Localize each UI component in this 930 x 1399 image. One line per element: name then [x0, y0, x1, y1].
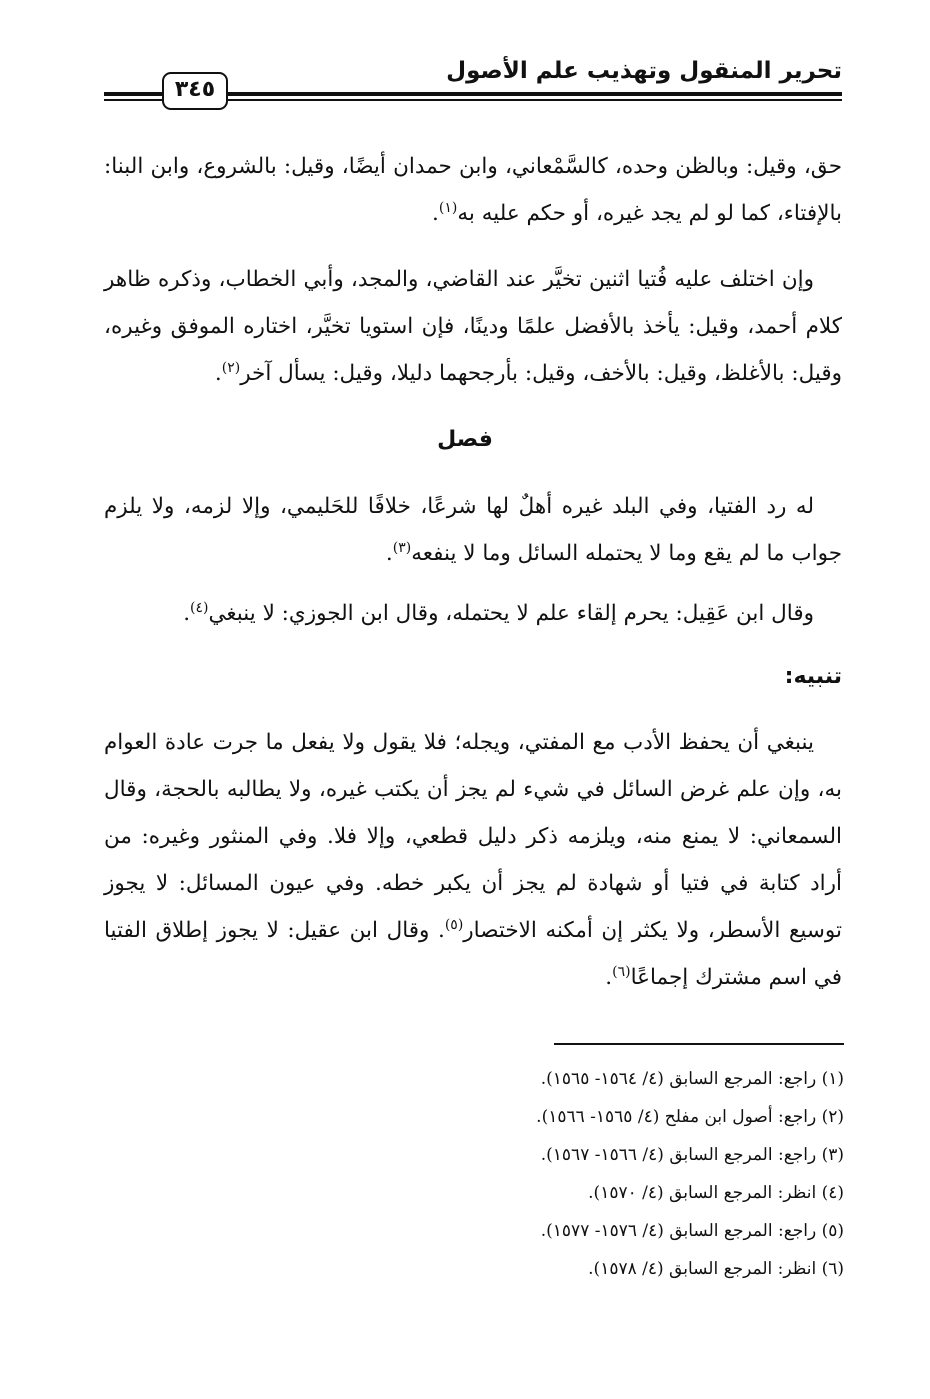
- paragraph-2-text: وإن اختلف عليه فُتيا اثنين تخيَّر عند القاضي، والمجد، وأبي الخطاب، وذكره ظاهر كلام أحمد، وقيل: يأخذ بالأفضل علمًا ودينًا، فإن استويا تخيَّر، اختاره الموفق وغيره، وقيل: بالأغلظ، وقيل: بالأخف، وقيل: بأرجحهما دليلا، وقيل: يسأل آخر: [104, 267, 842, 386]
- paragraph-3: [104, 483, 842, 577]
- footnote-ref-1: (١): [438, 199, 458, 216]
- footnote-ref-5: (٥): [444, 916, 464, 933]
- footnote-1: (١) راجع: المرجع السابق (٤/ ١٥٦٤- ١٥٦٥).: [540, 1069, 844, 1089]
- paragraph-4: [104, 590, 842, 637]
- running-header-title: تحرير المنقول وتهذيب علم الأصول: [446, 58, 842, 84]
- paragraph-5-text-cont: . وقال ابن عقيل: لا يجوز إطلاق الفتيا في اسم مشترك إجماعًا: [104, 918, 842, 990]
- paragraph-2-end: .: [214, 361, 222, 386]
- paragraph-5: [104, 719, 842, 1001]
- footnote-separator: [554, 1043, 844, 1045]
- paragraph-1-end: .: [432, 201, 439, 226]
- paragraph-2: [104, 256, 842, 397]
- footnotes: [300, 1060, 844, 1288]
- paragraph-1: [104, 143, 842, 237]
- footnote-ref-6: (٦): [612, 963, 631, 980]
- paragraph-5-text: ينبغي أن يحفظ الأدب مع المفتي، ويجله؛ فلا يقول ولا يفعل ما جرت عادة العوام به، وإن علم غرض السائل في شيء لم يجز أن يكتب غيره، ولا يطالبه بالحجة، وقال السمعاني: لا يمنع منه، ويلزمه ذكر دليل قطعي، وإلا فلا. وفي المنثور وغيره: من أراد كتابة في فتيا أو شهادة لم يجز أن يكبر خطه. وفي عيون المسائل: لا يجوز توسيع الأسطر، ولا يكثر إن أمكنه الاختصار: [104, 730, 842, 943]
- paragraph-3-end: .: [385, 541, 393, 566]
- paragraph-5-end: .: [605, 965, 613, 990]
- footnote-ref-2: (٢): [221, 359, 241, 376]
- paragraph-3-text: له رد الفتيا، وفي البلد غيره أهلٌ لها شرعًا، خلافًا للحَليمي، وإلا لزمه، ولا يلزم جواب ما لم يقع وما لا يحتمله السائل وما لا ينفعه: [104, 494, 842, 566]
- paragraph-1-text: حق، وقيل: وبالظن وحده، كالسَّمْعاني، وابن حمدان أيضًا، وقيل: بالشروع، وابن البنا: بالإفتاء، كما لو لم يجد غيره، أو حكم عليه به: [104, 154, 842, 226]
- note-heading: تنبيه:: [784, 664, 842, 689]
- footnote-2: (٢) راجع: أصول ابن مفلح (٤/ ١٥٦٥- ١٥٦٦).: [536, 1107, 844, 1127]
- paragraph-4-end: .: [183, 601, 191, 626]
- footnote-6: (٦) انظر: المرجع السابق (٤/ ١٥٧٨).: [588, 1259, 844, 1279]
- footnote-3: (٣) راجع: المرجع السابق (٤/ ١٥٦٦- ١٥٦٧).: [540, 1145, 844, 1165]
- footnote-ref-3: (٣): [392, 539, 412, 556]
- footnote-ref-4: (٤): [190, 599, 209, 616]
- page-number: ٣٤٥: [162, 72, 228, 110]
- paragraph-4-text: وقال ابن عَقِيل: يحرم إلقاء علم لا يحتمله، وقال ابن الجوزي: لا ينبغي: [208, 601, 814, 626]
- footnote-4: (٤) انظر: المرجع السابق (٤/ ١٥٧٠).: [588, 1183, 844, 1203]
- footnote-5: (٥) راجع: المرجع السابق (٤/ ١٥٧٦- ١٥٧٧).: [540, 1221, 844, 1241]
- section-heading: فصل: [437, 427, 493, 452]
